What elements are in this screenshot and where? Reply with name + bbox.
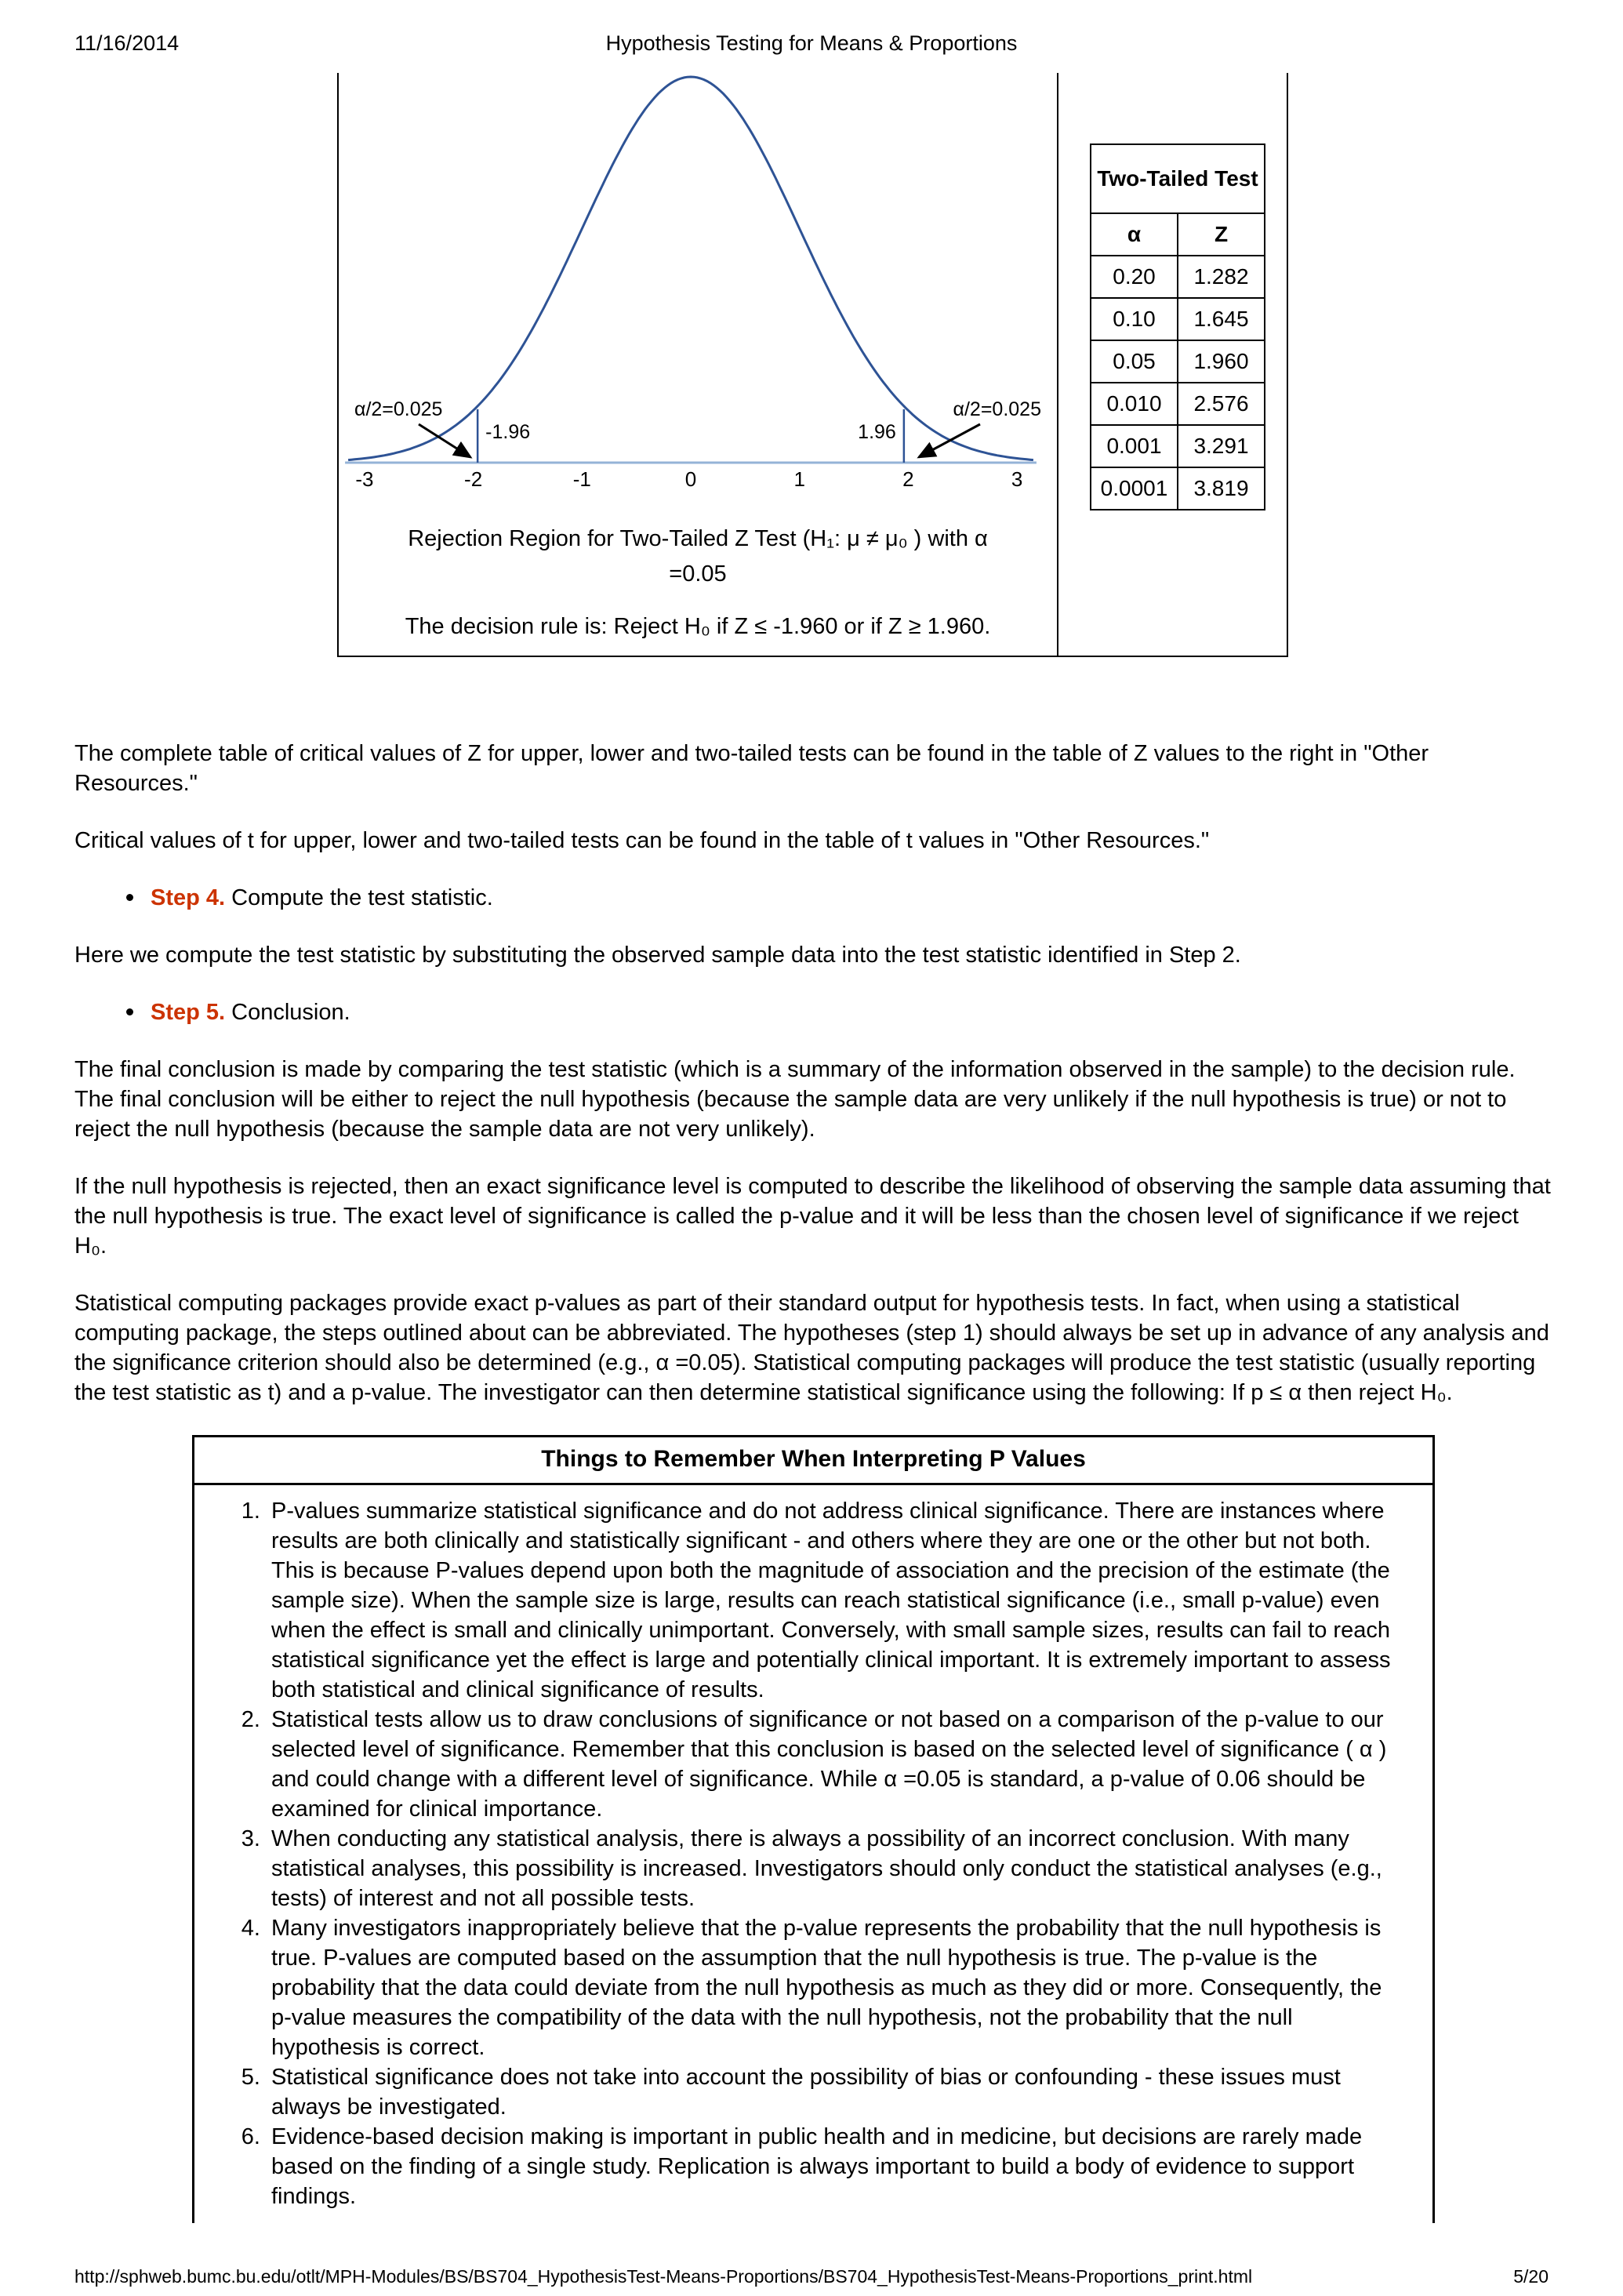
critical-value-label: -1.96 bbox=[485, 421, 531, 443]
table-cell: 3.291 bbox=[1178, 425, 1265, 467]
figure-caption-line2: =0.05 bbox=[669, 561, 727, 587]
table-cell: 2.576 bbox=[1178, 383, 1265, 425]
figure-table-area bbox=[1057, 73, 1287, 656]
tick-label: -1 bbox=[572, 467, 591, 489]
table-cell: 0.010 bbox=[1091, 383, 1178, 425]
normal-distribution-chart bbox=[339, 73, 1057, 489]
remember-item: 1. P-values summarize statistical significance and do not address clinical significance. There are instances where results are both clinically and statistically significant - and others where they are one or the other but not both. This is because P-values depend upon both the magnitude of association and the precision of the estimate (the sample size). When the sample size is large, results can reach statistical significance (i.e., small p-value) even when the effect is small and clinically unimportant. Conversely, with small sample sizes, results can fail to reach statistical significance yet the effect is large and potentially clinical important. It is extremely important to assess both statistical and clinical significance of results. bbox=[267, 1496, 1407, 1705]
remember-box-title: Things to Remember When Interpreting P Values bbox=[194, 1437, 1432, 1485]
figure-rejection-region bbox=[337, 73, 1288, 657]
tick-label: -2 bbox=[464, 467, 483, 489]
step-4-line bbox=[151, 883, 493, 913]
tail-arrow-left bbox=[419, 424, 470, 457]
paragraph-final-conclusion: The final conclusion is made by comparing the test statistic (which is a summary of the information observed in the sample) to the decision rule. The final conclusion will be either to reject the null hypothesis (because the sample data are very unlikely if the null hypothesis is true) or not to reject the null hypothesis (because the sample data are not very unlikely). bbox=[74, 1057, 1516, 1142]
page-footer bbox=[74, 2266, 1549, 2287]
tick-label: 3 bbox=[1011, 467, 1023, 489]
remember-item: 4. Many investigators inappropriately believe that the p-value represents the probability that the null hypothesis is true. P-values are computed based on the assumption that the null hypothesis is true. The p-value is the probability that the data could deviate from the null hypothesis as much as they did or more. Consequently, the p-value measures the compatibility of the data with the null hypothesis, not the probability that the null hypothesis is correct. bbox=[267, 1913, 1407, 2062]
step-4-bullet bbox=[126, 883, 1552, 913]
table-cell: 3.819 bbox=[1178, 467, 1265, 510]
tail-label-right: α/2=0.025 bbox=[953, 398, 1041, 420]
remember-item: 2. Statistical tests allow us to draw conclusions of significance or not based on a comparison of the p-value to our selected level of significance. Remember that this conclusion is based on the selected level of significance ( α ) and could change with a different level of significance. While α =0.05 is standard, a p-value of 0.06 should be examined for clinical importance. bbox=[267, 1705, 1407, 1824]
paragraph-t-critical-values: Critical values of t for upper, lower and two-tailed tests can be found in the table of t values in "Other Resources." bbox=[74, 828, 1210, 853]
table-row bbox=[1091, 298, 1265, 340]
figure-chart-area bbox=[339, 73, 1057, 656]
step-4-text: Compute the test statistic. bbox=[225, 885, 493, 910]
bullet-icon bbox=[126, 1008, 133, 1015]
paragraph-computing-packages: Statistical computing packages provide exact p-values as part of their standard output for hypothesis tests. In fact, when using a statistical computing package, the steps outlined about can be abbreviated. The hypotheses (step 1) should always be set up in advance of any analysis and the significance criterion should also be determined (e.g., α =0.05). Statistical computing packages will produce the test statistic (usually reporting the test statistic as t) and a p-value. The investigator can then determine statistical significance using the following: If p ≤ α then reject H₀. bbox=[74, 1291, 1549, 1405]
table-row bbox=[1091, 467, 1265, 510]
critical-value-label: 1.96 bbox=[858, 421, 896, 443]
remember-list bbox=[194, 1496, 1432, 2211]
table-row bbox=[1091, 340, 1265, 383]
table-cell: 1.645 bbox=[1178, 298, 1265, 340]
paragraph-z-critical-values: The complete table of critical values of Z for upper, lower and two-tailed tests can be found in the table of Z values to the right in "Other Resources." bbox=[74, 741, 1429, 796]
header-title: Hypothesis Testing for Means & Proportions bbox=[605, 31, 1018, 55]
column-header-alpha: α bbox=[1091, 213, 1178, 256]
paragraph-p-value: If the null hypothesis is rejected, then an exact significance level is computed to describe the likelihood of observing the sample data assuming that the null hypothesis is true. The exact level of significance is called the p-value and it will be less than the chosen level of significance if we reject H₀. bbox=[74, 1174, 1551, 1259]
bullet-icon bbox=[126, 894, 133, 901]
main-content bbox=[74, 739, 1552, 2223]
tick-label: 1 bbox=[793, 467, 805, 489]
figure-caption bbox=[339, 521, 1057, 592]
table-row bbox=[1091, 425, 1265, 467]
remember-item: 6. Evidence-based decision making is important in public health and in medicine, but decisions are rarely made based on the finding of a single study. Replication is always important to build a body of evidence to support findings. bbox=[267, 2122, 1407, 2211]
table-row bbox=[1091, 256, 1265, 298]
tick-label: -3 bbox=[355, 467, 374, 489]
things-to-remember-box bbox=[192, 1435, 1435, 2223]
table-cell: 0.001 bbox=[1091, 425, 1178, 467]
footer-page-number: 5/20 bbox=[1513, 2266, 1549, 2287]
column-header-z: Z bbox=[1178, 213, 1265, 256]
table-cell: 0.20 bbox=[1091, 256, 1178, 298]
table-cell: 1.960 bbox=[1178, 340, 1265, 383]
table-row bbox=[1091, 383, 1265, 425]
step-5-label: Step 5. bbox=[151, 1000, 226, 1025]
bell-curve bbox=[348, 77, 1033, 460]
figure-caption-line1: Rejection Region for Two-Tailed Z Test (H₁: μ ≠ μ₀ ) with α bbox=[408, 526, 988, 551]
tick-label: 0 bbox=[684, 467, 697, 489]
decision-rule-text: The decision rule is: Reject H₀ if Z ≤ -1.960 or if Z ≥ 1.960. bbox=[405, 614, 991, 639]
remember-item: 5. Statistical significance does not take into account the possibility of bias or confounding - these issues must always be investigated. bbox=[267, 2062, 1407, 2122]
two-tailed-table-body bbox=[1091, 256, 1265, 510]
remember-item: 3. When conducting any statistical analysis, there is always a possibility of an incorrect conclusion. With many statistical analyses, this possibility is increased. Investigators should only conduct the statistical analyses (e.g., tests) of interest and not all possible tests. bbox=[267, 1824, 1407, 1913]
step-5-bullet bbox=[126, 997, 1552, 1027]
tail-label-left: α/2=0.025 bbox=[354, 398, 443, 420]
table-cell: 1.282 bbox=[1178, 256, 1265, 298]
two-tailed-test-table bbox=[1090, 144, 1265, 510]
footer-url: http://sphweb.bumc.bu.edu/otlt/MPH-Modules/BS/BS704_HypothesisTest-Means-Proportions/BS704_HypothesisTest-Means-Proportions_print.html bbox=[74, 2266, 1253, 2287]
header-date: 11/16/2014 bbox=[74, 31, 180, 55]
step-5-text: Conclusion. bbox=[225, 1000, 350, 1025]
table-cell: 0.05 bbox=[1091, 340, 1178, 383]
tail-arrow-right bbox=[919, 424, 980, 457]
step-5-line bbox=[151, 997, 350, 1027]
table-title: Two-Tailed Test bbox=[1091, 144, 1265, 213]
table-cell: 0.10 bbox=[1091, 298, 1178, 340]
table-cell: 0.0001 bbox=[1091, 467, 1178, 510]
step-4-label: Step 4. bbox=[151, 885, 226, 910]
paragraph-compute-statistic: Here we compute the test statistic by substituting the observed sample data into the test statistic identified in Step 2. bbox=[74, 943, 1241, 968]
tick-label: 2 bbox=[902, 467, 914, 489]
